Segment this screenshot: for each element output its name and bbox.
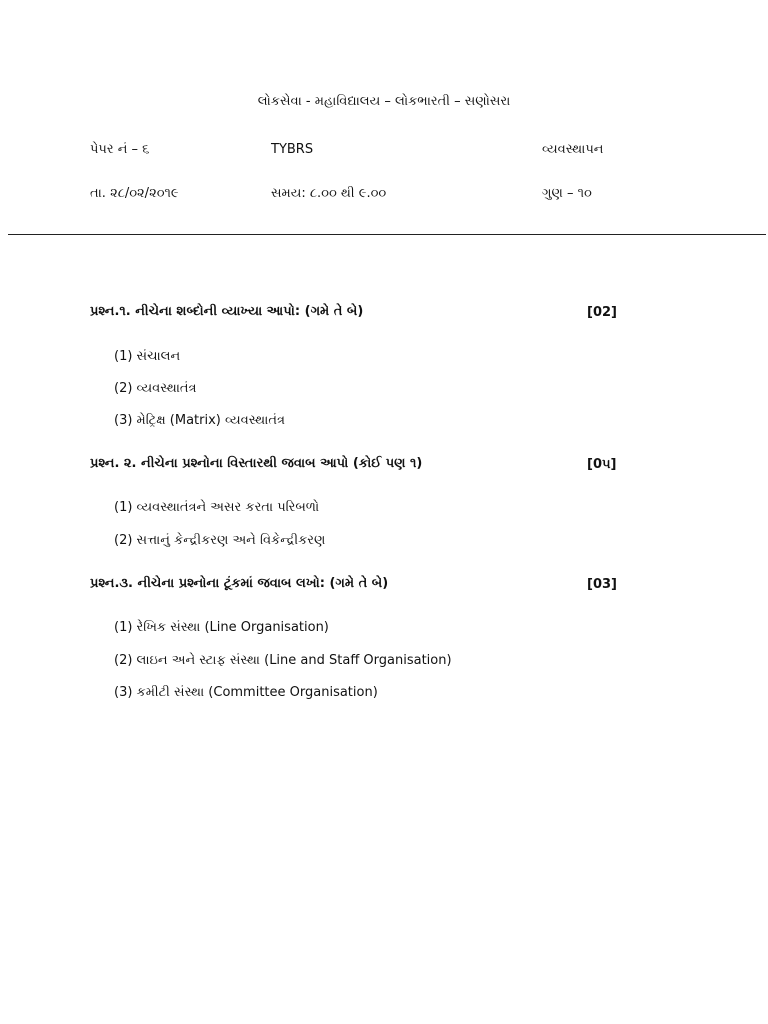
exam-date: તા. ૨૮/૦૨/૨૦૧૯ (90, 186, 179, 201)
paper-number: પેપર નં – ૬ (90, 142, 150, 157)
question-1-item-3: (3) મેટ્રિક્ષ (Matrix) વ્યવસ્થાતંત્ર (114, 413, 285, 428)
question-3-marks: [03] (587, 577, 617, 592)
question-3-item-1: (1) રેખિક સંસ્થા (Line Organisation) (114, 620, 329, 635)
exam-time: સમય: ૮.૦૦ થી ૯.૦૦ (271, 186, 387, 201)
question-1-marks: [02] (587, 305, 617, 320)
question-2-marks: [0૫] (587, 457, 617, 472)
question-1-item-1: (1) સંચાલન (114, 349, 181, 364)
total-marks: ગુણ – ૧૦ (542, 186, 592, 201)
question-2-item-1: (1) વ્યવસ્થાતંત્રને અસર કરતા પરિબળો (114, 500, 320, 515)
page-title: લોકસેવા - મહાવિદ્યાલય – લોકભારતી – સણોસરા (257, 94, 511, 109)
question-1-heading: પ્રશ્ન.૧. નીચેના શબ્દોની વ્યાખ્યા આપો: (ગમે તે બે) (90, 304, 364, 319)
header-divider (8, 234, 766, 235)
question-2-heading: પ્રશ્ન. ૨. નીચેના પ્રશ્નોના વિસ્તારથી જવાબ આપો (કોઈ પણ ૧) (90, 456, 423, 471)
question-3-heading: પ્રશ્ન.૩. નીચેના પ્રશ્નોના ટૂંકમાં જવાબ લખો: (ગમે તે બે) (90, 576, 389, 591)
question-3-item-2: (2) લાઇન અને સ્ટાફ સંસ્થા (Line and Staff Organisation) (114, 653, 452, 668)
question-2-item-2: (2) સત્તાનું કેન્દ્રીકરણ અને વિકેન્દ્રીકરણ (114, 533, 326, 548)
subject-name: વ્યવસ્થાપન (542, 142, 604, 157)
question-3-item-3: (3) કમીટી સંસ્થા (Committee Organisation) (114, 685, 378, 700)
class-name: TYBRS (271, 142, 314, 157)
question-1-item-2: (2) વ્યવસ્થાતંત્ર (114, 381, 197, 396)
